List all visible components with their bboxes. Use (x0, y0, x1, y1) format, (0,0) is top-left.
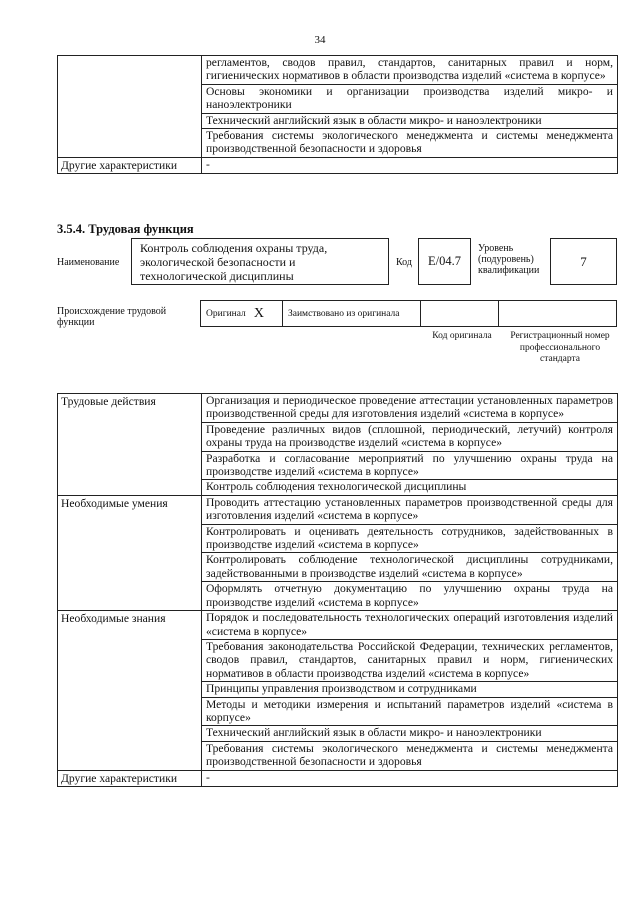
original-code-cell (421, 300, 499, 327)
other-characteristics-value: - (202, 770, 618, 786)
original-code-caption: Код оригинала (432, 331, 492, 341)
skills-label: Необходимые умения (58, 495, 202, 610)
section-title: 3.5.4. Трудовая функция (57, 222, 194, 236)
origin-row (200, 300, 617, 327)
table-row (58, 770, 618, 786)
original-mark: X (253, 305, 264, 321)
skill-item: Контролировать соблюдение технологической дисциплины сотрудниками, задействованными в производстве изделий «система в корпусе» (202, 553, 618, 582)
knowledge-item: Порядок и последовательность технологических операций изготовления изделий «система в корпусе» (202, 611, 618, 640)
table-row (58, 157, 618, 173)
table-row (58, 495, 618, 524)
main-table (57, 393, 618, 787)
continuation-table (57, 55, 618, 174)
page-number: 34 (314, 34, 326, 46)
action-item: Проведение различных видов (сплошной, периодический, летучий) контроля охраны труда на производстве изделий «система в корпусе» (202, 422, 618, 451)
actions-label: Трудовые действия (58, 394, 202, 496)
other-characteristics-value: - (202, 157, 618, 173)
other-characteristics-label: Другие характеристики (58, 157, 202, 173)
code-value-box: E/04.7 (418, 238, 471, 285)
origin-label: Происхождение трудовой функции (57, 306, 167, 328)
table-row (58, 394, 618, 423)
action-item: Разработка и согласование мероприятий по улучшению охраны труда на производстве изделий «система в корпусе» (202, 451, 618, 480)
knowledge-label: Необходимые знания (58, 611, 202, 770)
skill-item: Контролировать и оценивать деятельность сотрудников, задействованных в производстве изделий «система в корпусе» (202, 524, 618, 553)
skill-item: Проводить аттестацию установленных параметров производственной среды для изготовления изделий «система в корпусе» (202, 495, 618, 524)
table-row (58, 611, 618, 640)
knowledge-label-continued (58, 56, 202, 158)
action-item: Контроль соблюдения технологической дисциплины (202, 480, 618, 495)
original-cell (200, 300, 283, 327)
reg-number-caption: Регистрационный номер профессионального стандарта (510, 331, 610, 364)
knowledge-item: Требования системы экологического менеджмента и системы менеджмента производственной безопасности и здоровья (202, 741, 618, 770)
borrowed-cell (283, 300, 421, 327)
action-item: Организация и периодическое проведение аттестации установленных параметров производственной среды для изготовления изделий «система в корпусе» (202, 394, 618, 423)
level-value-box: 7 (550, 238, 617, 285)
table-row (58, 56, 618, 85)
borrowed-label: Заимствовано из оригинала (288, 308, 400, 319)
knowledge-item: Основы экономики и организации производства изделий микро- и наноэлектроники (202, 84, 618, 113)
skill-item: Оформлять отчетную документацию по улучшению охраны труда на производстве изделий «система в корпусе» (202, 582, 618, 611)
original-label: Оригинал (206, 308, 246, 319)
reg-number-cell (499, 300, 617, 327)
name-label: Наименование (57, 257, 120, 268)
knowledge-item: Требования системы экологического менеджмента и системы менеджмента производственной безопасности и здоровья (202, 129, 618, 158)
code-label: Код (396, 257, 412, 268)
knowledge-item: Требования законодательства Российской Федерации, технических регламентов, сводов правил, стандартов, санитарных правил и норм, гигиенических нормативов в области производства изделий «система в корпусе» (202, 639, 618, 681)
knowledge-item: Технический английский язык в области микро- и наноэлектроники (202, 726, 618, 741)
knowledge-item: Методы и методики измерения и испытаний параметров изделий «система в корпусе» (202, 697, 618, 726)
other-characteristics-label: Другие характеристики (58, 770, 202, 786)
knowledge-item: Принципы управления производством и сотрудниками (202, 682, 618, 697)
level-label: Уровень (подуровень) квалификации (478, 243, 540, 276)
knowledge-item: регламентов, сводов правил, стандартов, санитарных правил и норм, гигиенических нормативов в области производства изделий «система в корпусе» (202, 56, 618, 85)
knowledge-item: Технический английский язык в области микро- и наноэлектроники (202, 113, 618, 128)
function-name-box: Контроль соблюдения охраны труда, экологической безопасности и технологической дисциплины (131, 238, 389, 285)
